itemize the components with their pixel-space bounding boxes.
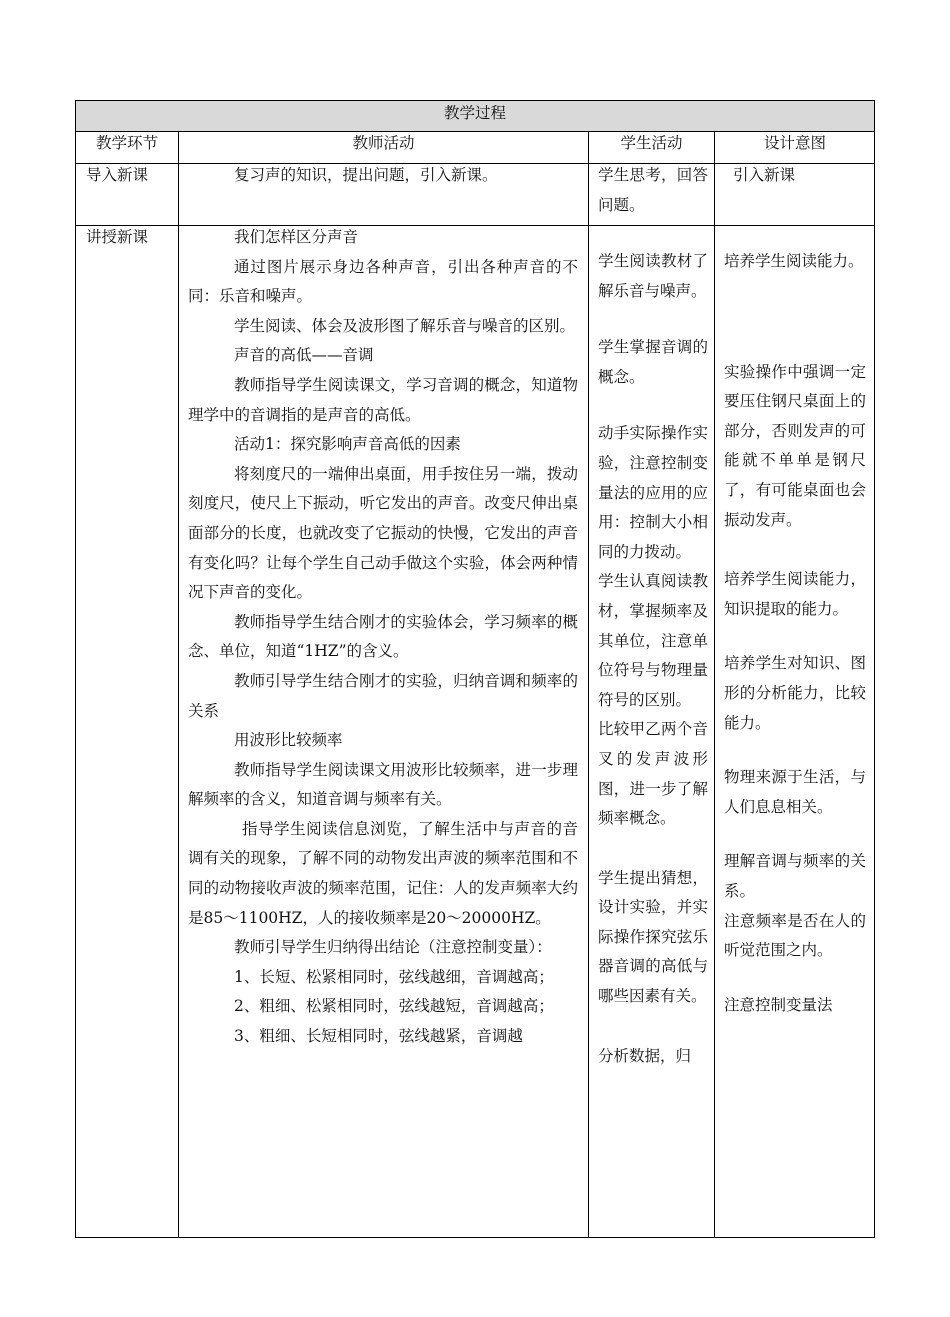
column-divider bbox=[714, 131, 715, 1237]
teacher-paragraph: 通过图片展示身边各种声音，引出各种声音的不同：乐音和噪声。 bbox=[188, 257, 578, 306]
student-paragraph: 学生提出猜想，设计实验，并实际操作探究弦乐器音调的高低与哪些因素有关。 bbox=[598, 868, 708, 1006]
design-paragraph: 培养学生对知识、图形的分析能力，比较能力。 bbox=[724, 654, 866, 732]
design-paragraph: 培养学生阅读能力。 bbox=[724, 252, 864, 270]
design-paragraph: 实验操作中强调一定要压住钢尺桌面上的部分，否则发声的可能就不单单是钢尺了，有可能桌面也会振动发声。 bbox=[724, 362, 866, 529]
header-student-activity: 学生活动 bbox=[620, 134, 683, 152]
teacher-paragraph: 我们怎样区分声音 bbox=[234, 228, 359, 246]
student-paragraph: 动手实际操作实验，注意控制变量法的应用的应用：控制大小相同的力拨动。 bbox=[598, 424, 708, 561]
column-divider bbox=[178, 131, 179, 1237]
design-paragraph: 引入新课 bbox=[733, 166, 796, 184]
teacher-paragraph: 1、长短、松紧相同时，弦线越细，音调越高； bbox=[234, 967, 554, 986]
design-paragraph: 理解音调与频率的关系。 bbox=[724, 852, 866, 900]
teacher-activity-cell bbox=[188, 161, 580, 191]
teacher-paragraph: 用波形比较频率 bbox=[234, 731, 343, 750]
student-paragraph: 比较甲乙两个音叉的发声波形图，进一步了解频率概念。 bbox=[598, 720, 708, 828]
teaching-process-table bbox=[75, 100, 875, 1238]
student-paragraph: 学生掌握音调的概念。 bbox=[598, 338, 708, 386]
teacher-paragraph: 学生阅读、体会及波形图了解乐音与噪音的区别。 bbox=[234, 316, 576, 335]
header-design-intent: 设计意图 bbox=[763, 134, 826, 152]
student-paragraph: 学生思考，回答问题。 bbox=[598, 166, 708, 214]
design-paragraph: 物理来源于生活，与人们息息相关。 bbox=[724, 768, 866, 816]
teacher-paragraph: 指导学生阅读信息浏览，了解生活中与声音的音调有关的现象，了解不同的动物发出声波的频率范围和不同的动物接收声波的频率范围，记住：人的发声频率大约是85～1100HZ，人的接收频率是20～20000HZ。 bbox=[188, 819, 578, 927]
teacher-paragraph: 教师指导学生结合刚才的实验体会，学习频率的概念、单位，知道“1HZ”的含义。 bbox=[188, 612, 578, 661]
teacher-paragraph: 声音的高低——音调 bbox=[234, 346, 374, 365]
design-paragraph: 注意控制变量法 bbox=[724, 995, 833, 1014]
teacher-paragraph: 教师指导学生阅读课文，学习音调的概念，知道物理学中的音调指的是声音的高低。 bbox=[188, 375, 578, 424]
header-teacher-activity: 教师活动 bbox=[352, 134, 415, 152]
stage-cell: 导入新课 bbox=[86, 166, 149, 184]
table-title: 教学过程 bbox=[76, 101, 874, 131]
student-activity-cell bbox=[598, 161, 708, 220]
stage-cell: 讲授新课 bbox=[86, 228, 149, 246]
teacher-paragraph: 教师指导学生阅读课文用波形比较频率，进一步理解频率的含义，知道音调与频率有关。 bbox=[188, 760, 578, 809]
teacher-paragraph: 教师引导学生归纳得出结论（注意控制变量）： bbox=[234, 938, 552, 957]
column-divider bbox=[588, 131, 589, 1237]
teacher-paragraph: 3、粗细、长短相同时，弦线越紧，音调越 bbox=[234, 1027, 523, 1046]
design-paragraph: 培养学生阅读能力，知识提取的能力。 bbox=[724, 570, 866, 618]
student-paragraph: 分析数据，归 bbox=[598, 1046, 692, 1065]
header-stage: 教学环节 bbox=[95, 134, 158, 152]
design-paragraph: 注意频率是否在人的听觉范围之内。 bbox=[724, 911, 866, 960]
student-activity-cell bbox=[598, 247, 708, 1071]
design-intent-cell bbox=[733, 161, 873, 191]
teacher-paragraph: 教师引导学生结合刚才的实验，归纳音调和频率的关系 bbox=[188, 671, 578, 720]
teacher-paragraph: 活动1：探究影响声音高低的因素 bbox=[234, 435, 461, 454]
teacher-paragraph: 将刻度尺的一端伸出桌面，用手按住另一端，拨动刻度尺，使尺上下振动，听它发出的声音。改变尺伸出桌面部分的长度，也就改变了它振动的快慢，它发出的声音有变化吗？让每个学生自己动手做这个实验，体会两种情况下声音的变化。 bbox=[188, 464, 578, 602]
student-paragraph: 学生认真阅读教材，掌握频率及其单位，注意单位符号与物理量符号的区别。 bbox=[598, 572, 708, 709]
teacher-paragraph: 复习声的知识，提出问题，引入新课。 bbox=[234, 166, 498, 184]
teacher-activity-cell bbox=[188, 223, 578, 1052]
student-paragraph: 学生阅读教材了解乐音与噪声。 bbox=[598, 252, 708, 300]
teacher-paragraph: 2、粗细、松紧相同时，弦线越短，音调越高； bbox=[234, 997, 554, 1016]
design-intent-cell bbox=[724, 247, 866, 1020]
